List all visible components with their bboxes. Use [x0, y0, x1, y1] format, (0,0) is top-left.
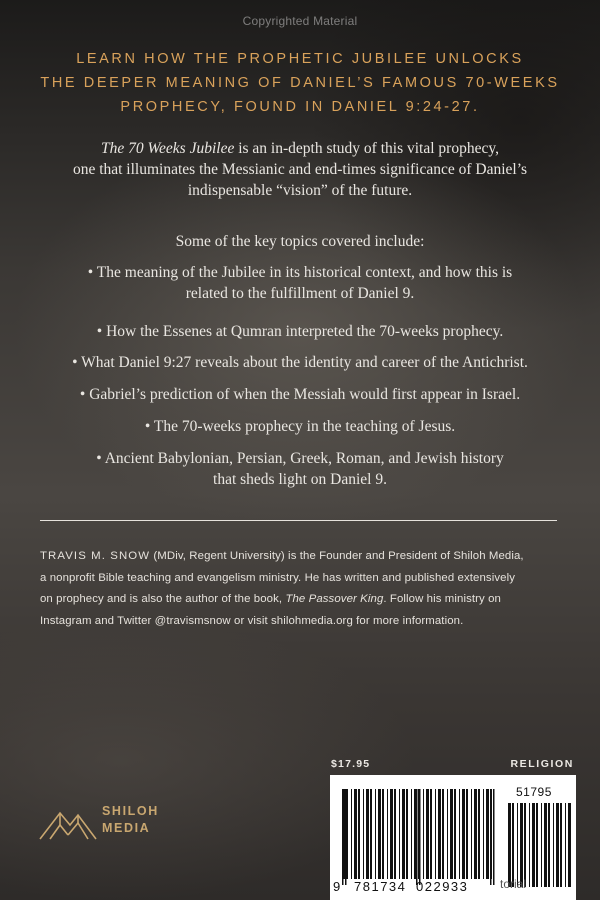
- barcode-first-digit: 9: [333, 879, 341, 894]
- barcode-bar: [560, 803, 562, 887]
- barcode-bar: [358, 789, 360, 879]
- barcode-bar: [474, 789, 477, 879]
- topic-line: • How the Essenes at Qumran interpreted the 70-weeks prophecy.: [96, 323, 504, 340]
- topic-item: [20, 262, 580, 304]
- topic-line: • The meaning of the Jubilee in its historical context, and how this is: [87, 264, 513, 281]
- intro-text: is an in-depth study of this vital prophecy,: [234, 140, 499, 157]
- barcode-bar: [508, 803, 511, 887]
- barcode-left-digits: 781734: [354, 879, 407, 894]
- barcode-bar: [548, 803, 550, 887]
- barcode-bar: [435, 789, 436, 879]
- category-label: RELIGION: [510, 758, 574, 770]
- topic-item: [20, 352, 580, 373]
- topics-heading: Some of the key topics covered include:: [175, 233, 425, 250]
- barcode-guard-bar: [419, 789, 421, 885]
- barcode-overlay-text: torial: [500, 877, 527, 891]
- barcode-bar: [375, 789, 376, 879]
- intro-text: indispensable “vision” of the future.: [187, 182, 413, 199]
- publisher-logo: [38, 803, 168, 843]
- barcode-bar: [517, 803, 518, 887]
- bio-text: Instagram and Twitter @travismsnow or visit shilohmedia.org for more information.: [40, 614, 464, 627]
- barcode-bar: [459, 789, 460, 879]
- topic-item: [20, 416, 580, 437]
- intro-text: one that illuminates the Messianic and end-times significance of Daniel’s: [72, 161, 528, 178]
- barcode-guard-bar: [416, 789, 418, 885]
- mountain-peaks-icon: [38, 805, 98, 841]
- barcode-bar: [411, 789, 412, 879]
- barcode-bar: [366, 789, 369, 879]
- barcode: [330, 775, 576, 900]
- barcode-bar: [536, 803, 538, 887]
- barcode-bar: [544, 803, 547, 887]
- barcode-bar: [378, 789, 381, 879]
- tagline-line: PROPHECY, FOUND IN DANIEL 9:24-27.: [120, 99, 480, 115]
- topic-line: • What Daniel 9:27 reveals about the identity and career of the Antichrist.: [72, 354, 528, 371]
- barcode-bar: [382, 789, 384, 879]
- barcode-bar: [426, 789, 429, 879]
- barcode-bar: [430, 789, 432, 879]
- topic-item: [20, 384, 580, 405]
- intro-paragraph: [20, 138, 580, 201]
- bio-text: . Follow his ministry on: [383, 593, 501, 605]
- tagline-line: THE DEEPER MEANING OF DANIEL’S FAMOUS 70-WEEKS: [40, 75, 560, 91]
- barcode-bar: [442, 789, 444, 879]
- barcode-bar: [471, 789, 472, 879]
- copyright-watermark: Copyrighted Material: [242, 14, 358, 28]
- barcode-bar: [529, 803, 530, 887]
- barcode-bar: [541, 803, 542, 887]
- barcode-bar: [399, 789, 400, 879]
- topic-line: • Ancient Babylonian, Persian, Greek, Roman, and Jewish history: [96, 450, 504, 467]
- barcode-guard-bar: [345, 789, 347, 885]
- barcode-bar: [466, 789, 468, 879]
- topic-line: • The 70-weeks prophecy in the teaching of Jesus.: [144, 418, 456, 435]
- barcode-guard-bar: [490, 789, 492, 885]
- author-name: TRAVIS M. SNOW: [40, 550, 151, 562]
- barcode-bar: [363, 789, 364, 879]
- barcode-bar: [520, 803, 523, 887]
- barcode-bar: [483, 789, 484, 879]
- barcode-digits: [330, 879, 576, 897]
- barcode-bar: [532, 803, 535, 887]
- tagline-line: LEARN HOW THE PROPHETIC JUBILEE UNLOCKS: [76, 51, 524, 67]
- barcode-guard-bar: [342, 789, 344, 885]
- author-bio: [40, 546, 560, 632]
- bio-text: (MDiv, Regent University) is the Founder and President of Shiloh Media,: [150, 550, 524, 562]
- topic-item: [20, 321, 580, 342]
- barcode-bar: [354, 789, 357, 879]
- barcode-bar: [568, 803, 571, 887]
- bio-text: on prophecy and is also the author of the book,: [40, 593, 286, 605]
- tagline: [20, 47, 580, 119]
- barcode-bar: [370, 789, 372, 879]
- barcode-bar: [553, 803, 554, 887]
- barcode-bar: [462, 789, 465, 879]
- publisher-name: [102, 803, 159, 837]
- barcode-guard-bar: [493, 789, 495, 885]
- divider: [40, 520, 557, 521]
- barcode-bar: [524, 803, 526, 887]
- price-label: $17.95: [331, 758, 371, 770]
- barcode-bar: [394, 789, 396, 879]
- barcode-bar: [478, 789, 480, 879]
- publisher-name-line: SHILOH: [102, 804, 159, 818]
- topic-line: • Gabriel’s prediction of when the Messiah would first appear in Israel.: [79, 386, 521, 403]
- barcode-bar: [565, 803, 566, 887]
- barcode-bar: [512, 803, 514, 887]
- barcode-price-code: 51795: [516, 785, 552, 799]
- barcode-bar: [486, 789, 489, 879]
- barcode-bar: [423, 789, 424, 879]
- bio-text: a nonprofit Bible teaching and evangelism ministry. He has written and published extensively: [40, 571, 515, 584]
- barcode-bar: [447, 789, 448, 879]
- book-title: The 70 Weeks Jubilee: [101, 140, 235, 157]
- barcode-bar: [556, 803, 559, 887]
- barcode-bar: [402, 789, 405, 879]
- barcode-bar: [387, 789, 388, 879]
- topic-line: that sheds light on Daniel 9.: [213, 471, 387, 488]
- barcode-bar: [450, 789, 453, 879]
- publisher-name-line: MEDIA: [102, 821, 151, 835]
- topic-item: [20, 448, 580, 490]
- other-book-title: The Passover King: [285, 593, 384, 605]
- barcode-right-digits: 022933: [416, 879, 469, 894]
- barcode-bar: [406, 789, 408, 879]
- barcode-bar: [438, 789, 441, 879]
- barcode-bar: [454, 789, 456, 879]
- barcode-bar: [351, 789, 352, 879]
- barcode-bar: [390, 789, 393, 879]
- topic-line: related to the fulfillment of Daniel 9.: [185, 285, 415, 302]
